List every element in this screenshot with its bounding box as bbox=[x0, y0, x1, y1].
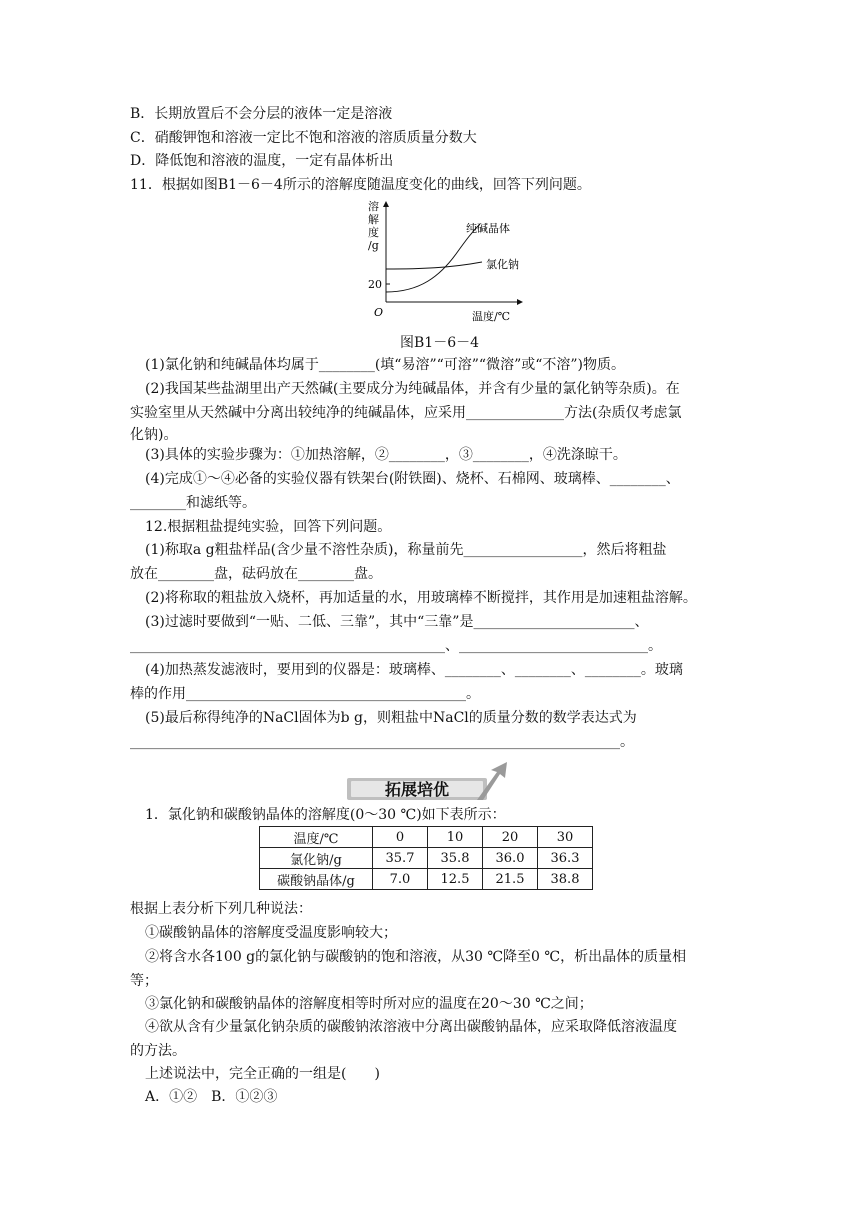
q12-part5-line2: ______________________________________________________________________。 bbox=[130, 734, 634, 750]
table-cell: 氯化钠/g bbox=[260, 848, 373, 869]
q12-stem: 12.根据粗盐提纯实验，回答下列问题。 bbox=[145, 519, 392, 535]
table-cell: 36.0 bbox=[483, 848, 538, 869]
table-cell: 38.8 bbox=[538, 869, 593, 890]
q12-part3-line2: _____________________________________________、___________________________。 bbox=[130, 638, 662, 654]
label-soda-ash: 纯碱晶体 bbox=[466, 222, 510, 235]
q11-part2-line3: 化钠)。 bbox=[130, 427, 178, 443]
q11-stem: 11．根据如图B1－6－4所示的溶解度随温度变化的曲线，回答下列问题。 bbox=[130, 177, 591, 193]
table-cell: 7.0 bbox=[373, 869, 428, 890]
ext1-statement-2-line2: 等； bbox=[130, 973, 158, 989]
q11-part3: (3)具体的实验步骤为：①加热溶解，②________，③________，④洗涤晾干。 bbox=[145, 447, 627, 463]
solubility-table bbox=[259, 826, 593, 890]
table-cell: 温度/℃ bbox=[260, 827, 373, 848]
table-cell: 0 bbox=[373, 827, 428, 848]
q12-part2: (2)将称取的粗盐放入烧杯，再加适量的水，用玻璃棒不断搅拌，其作用是加速粗盐溶解。 bbox=[145, 590, 697, 606]
option-c: C．硝酸钾饱和溶液一定比不饱和溶液的溶质质量分数大 bbox=[130, 130, 477, 146]
y-label-3: 度 bbox=[368, 226, 379, 239]
curve-sodium-chloride bbox=[386, 262, 482, 269]
table-cell: 35.7 bbox=[373, 848, 428, 869]
q12-part4-line2: 棒的作用________________________________________。 bbox=[130, 686, 480, 702]
y-label-2: 解 bbox=[368, 213, 379, 226]
ext1-stem: 1．氯化钠和碳酸钠晶体的溶解度(0～30 ℃)如下表所示： bbox=[145, 807, 506, 823]
q11-part2-line2: 实验室里从天然碱中分离出较纯净的纯碱晶体，应采用______________方法(杂质仅考虑氯 bbox=[130, 405, 682, 421]
table-cell: 10 bbox=[428, 827, 483, 848]
table-cell: 35.8 bbox=[428, 848, 483, 869]
ext1-statement-4-line1: ④欲从含有少量氯化钠杂质的碳酸钠浓溶液中分离出碳酸钠晶体，应采取降低溶液温度 bbox=[145, 1019, 677, 1035]
table-row bbox=[260, 827, 593, 848]
q11-part1: (1)氯化钠和纯碱晶体均属于________(填“易溶”“可溶”“微溶”或“不溶”)物质。 bbox=[145, 357, 626, 373]
label-sodium-chloride: 氯化钠 bbox=[486, 258, 519, 271]
table-cell: 36.3 bbox=[538, 848, 593, 869]
section-title: 拓展培优 bbox=[384, 780, 450, 799]
solubility-figure bbox=[360, 196, 530, 326]
q11-part2-line1: (2)我国某些盐湖里出产天然碱(主要成分为纯碱晶体，并含有少量的氯化钠等杂质)。在 bbox=[145, 381, 680, 397]
ext1-statement-2-line1: ②将含水各100 g的氯化钠与碳酸钠的饱和溶液，从30 ℃降至0 ℃，析出晶体的质量相 bbox=[145, 949, 687, 965]
ext1-statement-4-line2: 的方法。 bbox=[130, 1043, 186, 1059]
y-tick-20: 20 bbox=[368, 278, 382, 291]
q12-part3-line1: (3)过滤时要做到“一贴、二低、三靠”，其中“三靠”是_______________________、 bbox=[145, 614, 649, 630]
ext1-statement-3: ③氯化钠和碳酸钠晶体的溶解度相等时所对应的温度在20～30 ℃之间； bbox=[145, 996, 593, 1012]
figure-caption: 图B1－6－4 bbox=[400, 335, 480, 351]
table-row bbox=[260, 869, 593, 890]
x-axis-label: 温度/℃ bbox=[472, 310, 511, 323]
option-d: D．降低饱和溶液的温度，一定有晶体析出 bbox=[130, 153, 394, 169]
option-b: B．长期放置后不会分层的液体一定是溶液 bbox=[130, 106, 393, 122]
y-label-1: 溶 bbox=[368, 200, 379, 213]
q12-part1-line1: (1)称取a g粗盐样品(含少量不溶性杂质)，称量前先_________________，然后将粗盐 bbox=[145, 542, 667, 558]
q12-part5-line1: (5)最后称得纯净的NaCl固体为b g，则粗盐中NaCl的质量分数的数学表达式为 bbox=[145, 710, 637, 726]
table-cell: 21.5 bbox=[483, 869, 538, 890]
ext1-question: 上述说法中，完全正确的一组是( ) bbox=[145, 1066, 380, 1082]
q11-part4-line1: (4)完成①～④必备的实验仪器有铁架台(附铁圈)、烧杯、石棉网、玻璃棒、________、 bbox=[145, 471, 680, 487]
ext1-statement-1: ①碳酸钠晶体的溶解度受温度影响较大； bbox=[145, 925, 397, 941]
ext1-options: A．①② B．①②③ bbox=[145, 1089, 278, 1105]
q11-part4-line2: ________和滤纸等。 bbox=[130, 495, 256, 511]
y-label-4: /g bbox=[368, 239, 379, 252]
section-banner bbox=[345, 762, 515, 802]
q12-part4-line1: (4)加热蒸发滤液时，要用到的仪器是：玻璃棒、________、________、________。玻璃 bbox=[145, 662, 683, 678]
table-cell: 12.5 bbox=[428, 869, 483, 890]
table-cell: 20 bbox=[483, 827, 538, 848]
q12-part1-line2: 放在________盘，砝码放在________盘。 bbox=[130, 566, 382, 582]
table-cell: 碳酸钠晶体/g bbox=[260, 869, 373, 890]
origin-label: O bbox=[374, 306, 384, 319]
table-cell: 30 bbox=[538, 827, 593, 848]
ext1-intro: 根据上表分析下列几种说法： bbox=[130, 901, 312, 917]
table-row bbox=[260, 848, 593, 869]
